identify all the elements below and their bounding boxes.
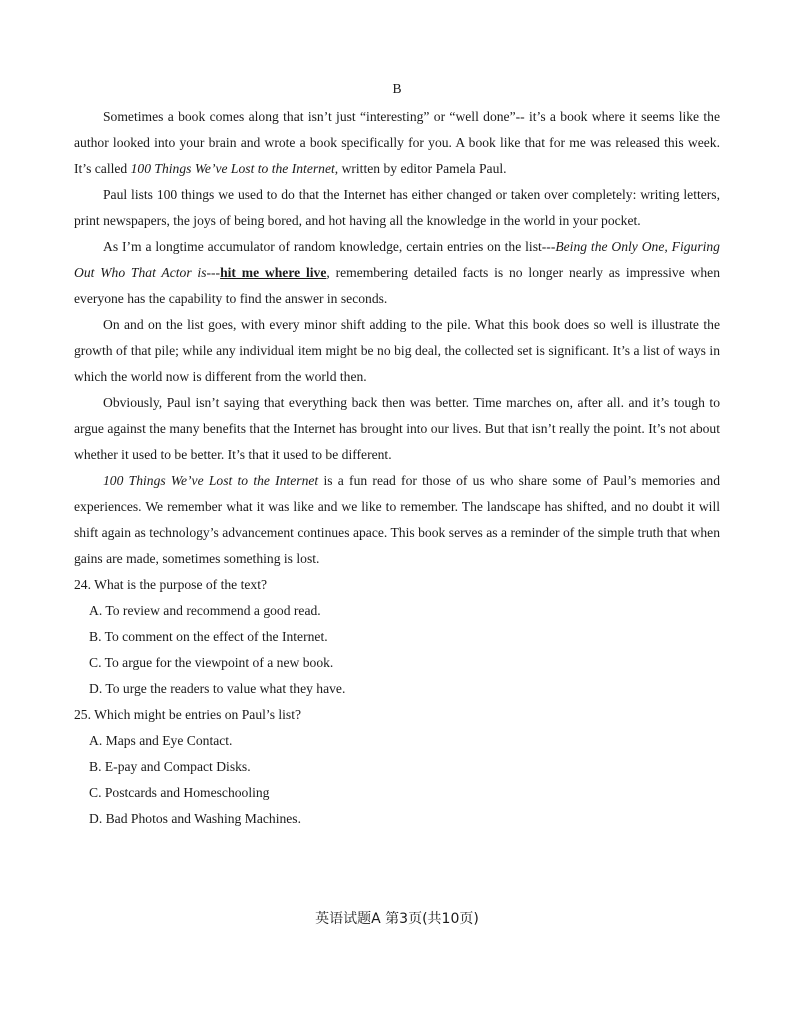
exam-page [74, 78, 720, 832]
section-letter: B [392, 81, 402, 96]
option-b: B. E-pay and Compact Disks. [89, 759, 251, 774]
option-d: D. To urge the readers to value what they have. [89, 681, 346, 696]
option-d: D. Bad Photos and Washing Machines. [89, 811, 301, 826]
passage-paragraph-4: On and on the list goes, with every minor shift adding to the pile. What this book does so well is illustrate the growth of that pile; while any individual item might be no big deal, the collected set is significant. It’s a list of ways in which the world now is different from the world then. [74, 317, 720, 384]
book-title: 100 Things We’ve Lost to the Internet [103, 473, 319, 488]
option-c: C. To argue for the viewpoint of a new book. [89, 655, 334, 670]
text: is a fun read for those of us who share some of Paul’s memories and experiences. We remember what it was like and we like to remember. The landscape has shifted, and no doubt it will shift again as technology’s advancement continues apace. This book serves as a reminder of the simple truth that when gains are made, sometimes something is lost. [74, 473, 721, 566]
text: , written by editor Pamela Paul. [334, 161, 507, 176]
passage-paragraph-2: Paul lists 100 things we used to do that the Internet has either changed or taken over completely: writing letters, print newspapers, the joys of being bored, and hot having all the knowledge in the world in your pocket. [74, 187, 720, 228]
text: As I’m a longtime accumulator of random knowledge, certain entries on the list--- [103, 239, 556, 254]
option-c: C. Postcards and Homeschooling [89, 785, 270, 800]
separator: --- [206, 265, 221, 280]
highlighted-phrase: hit me where live [220, 265, 327, 280]
option-b: B. To comment on the effect of the Internet. [89, 629, 328, 644]
passage-paragraph-5: Obviously, Paul isn’t saying that everything back then was better. Time marches on, after all. and it’s tough to argue against the many benefits that the Internet has brought into our lives. But that isn’t really the point. It’s not about whether it used to be better. It’s that it used to be different. [74, 395, 720, 462]
option-a: A. Maps and Eye Contact. [89, 733, 233, 748]
text: , remembering detailed facts is no longer nearly as impressive when everyone has the capability to find the answer in seconds. [74, 265, 720, 306]
reading-passage [74, 104, 720, 572]
book-title: 100 Things We’ve Lost to the Internet [130, 161, 335, 176]
question-25 [74, 702, 720, 832]
question-stem: 24. What is the purpose of the text? [74, 577, 268, 592]
question-24 [74, 572, 720, 702]
passage-paragraph-1 [74, 104, 720, 182]
passage-paragraph-3 [74, 234, 720, 312]
text: Sometimes a book comes along that isn’t just “interesting” or “well done”-- it’s a book where it seems like the author looked into your brain and wrote a book specifically for you. A book like that for me was released this week. It’s called [74, 109, 720, 176]
page-footer: 英语试题A 第3页(共10页) [315, 911, 479, 927]
option-a: A. To review and recommend a good read. [89, 603, 321, 618]
question-stem: 25. Which might be entries on Paul’s list? [74, 707, 302, 722]
passage-paragraph-6 [74, 468, 720, 572]
list-entries: Being the Only One, Figuring Out Who That Actor is [74, 239, 720, 280]
